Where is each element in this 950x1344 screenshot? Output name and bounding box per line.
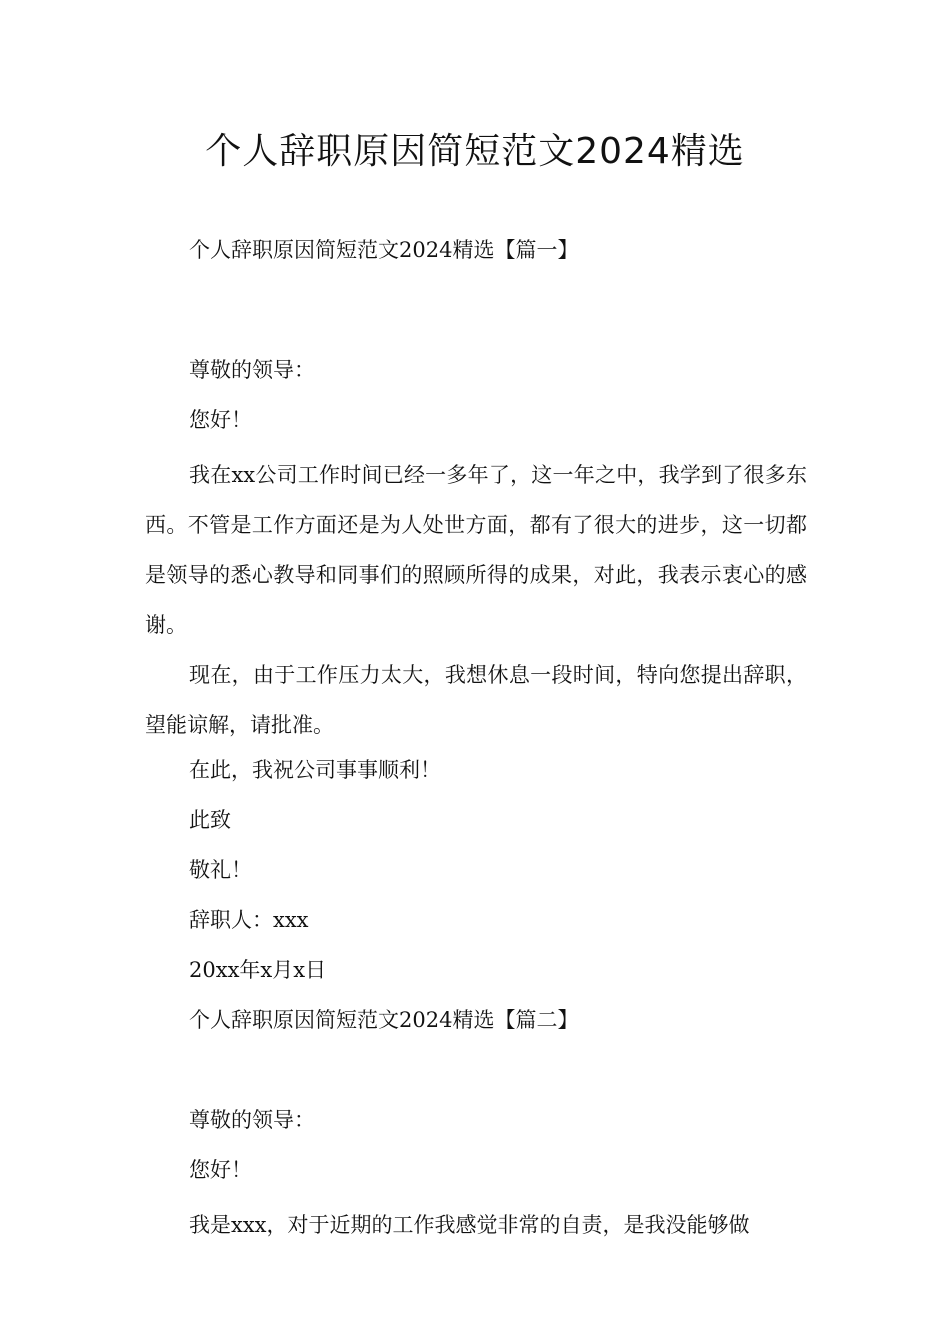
salutation: 尊敬的领导： <box>189 1108 315 1132</box>
body-paragraph: 我在xx公司工作时间已经一多年了，这一年之中，我学到了很多东西。不管是工作方面还是为人处世方面，都有了很大的进步，这一切都是领导的悉心教导和同事们的照顾所得的成果，对此，我表示衷心的感谢。 <box>145 463 807 637</box>
signature: 辞职人：xxx <box>189 908 309 932</box>
body-paragraph: 现在，由于工作压力太大，我想休息一段时间，特向您提出辞职，望能谅解，请批准。 <box>145 663 807 737</box>
greeting: 您好！ <box>189 1158 252 1182</box>
body-paragraph: 我是xxx，对于近期的工作我感觉非常的自责，是我没能够做 <box>189 1213 750 1237</box>
document-body <box>145 230 807 1250</box>
closing-salute: 敬礼！ <box>189 858 252 882</box>
section-spacer <box>145 1080 807 1100</box>
section-heading: 个人辞职原因简短范文2024精选【篇一】 <box>189 238 579 262</box>
section-heading: 个人辞职原因简短范文2024精选【篇二】 <box>189 1008 579 1032</box>
closing-wish: 在此，我祝公司事事顺利！ <box>189 758 441 782</box>
closing-line: 此致 <box>189 808 231 832</box>
date: 20xx年x月x日 <box>189 958 327 982</box>
section-spacer <box>145 310 807 350</box>
greeting: 您好！ <box>189 408 252 432</box>
salutation: 尊敬的领导： <box>189 358 315 382</box>
document-title: 个人辞职原因简短范文2024精选 <box>205 131 745 172</box>
